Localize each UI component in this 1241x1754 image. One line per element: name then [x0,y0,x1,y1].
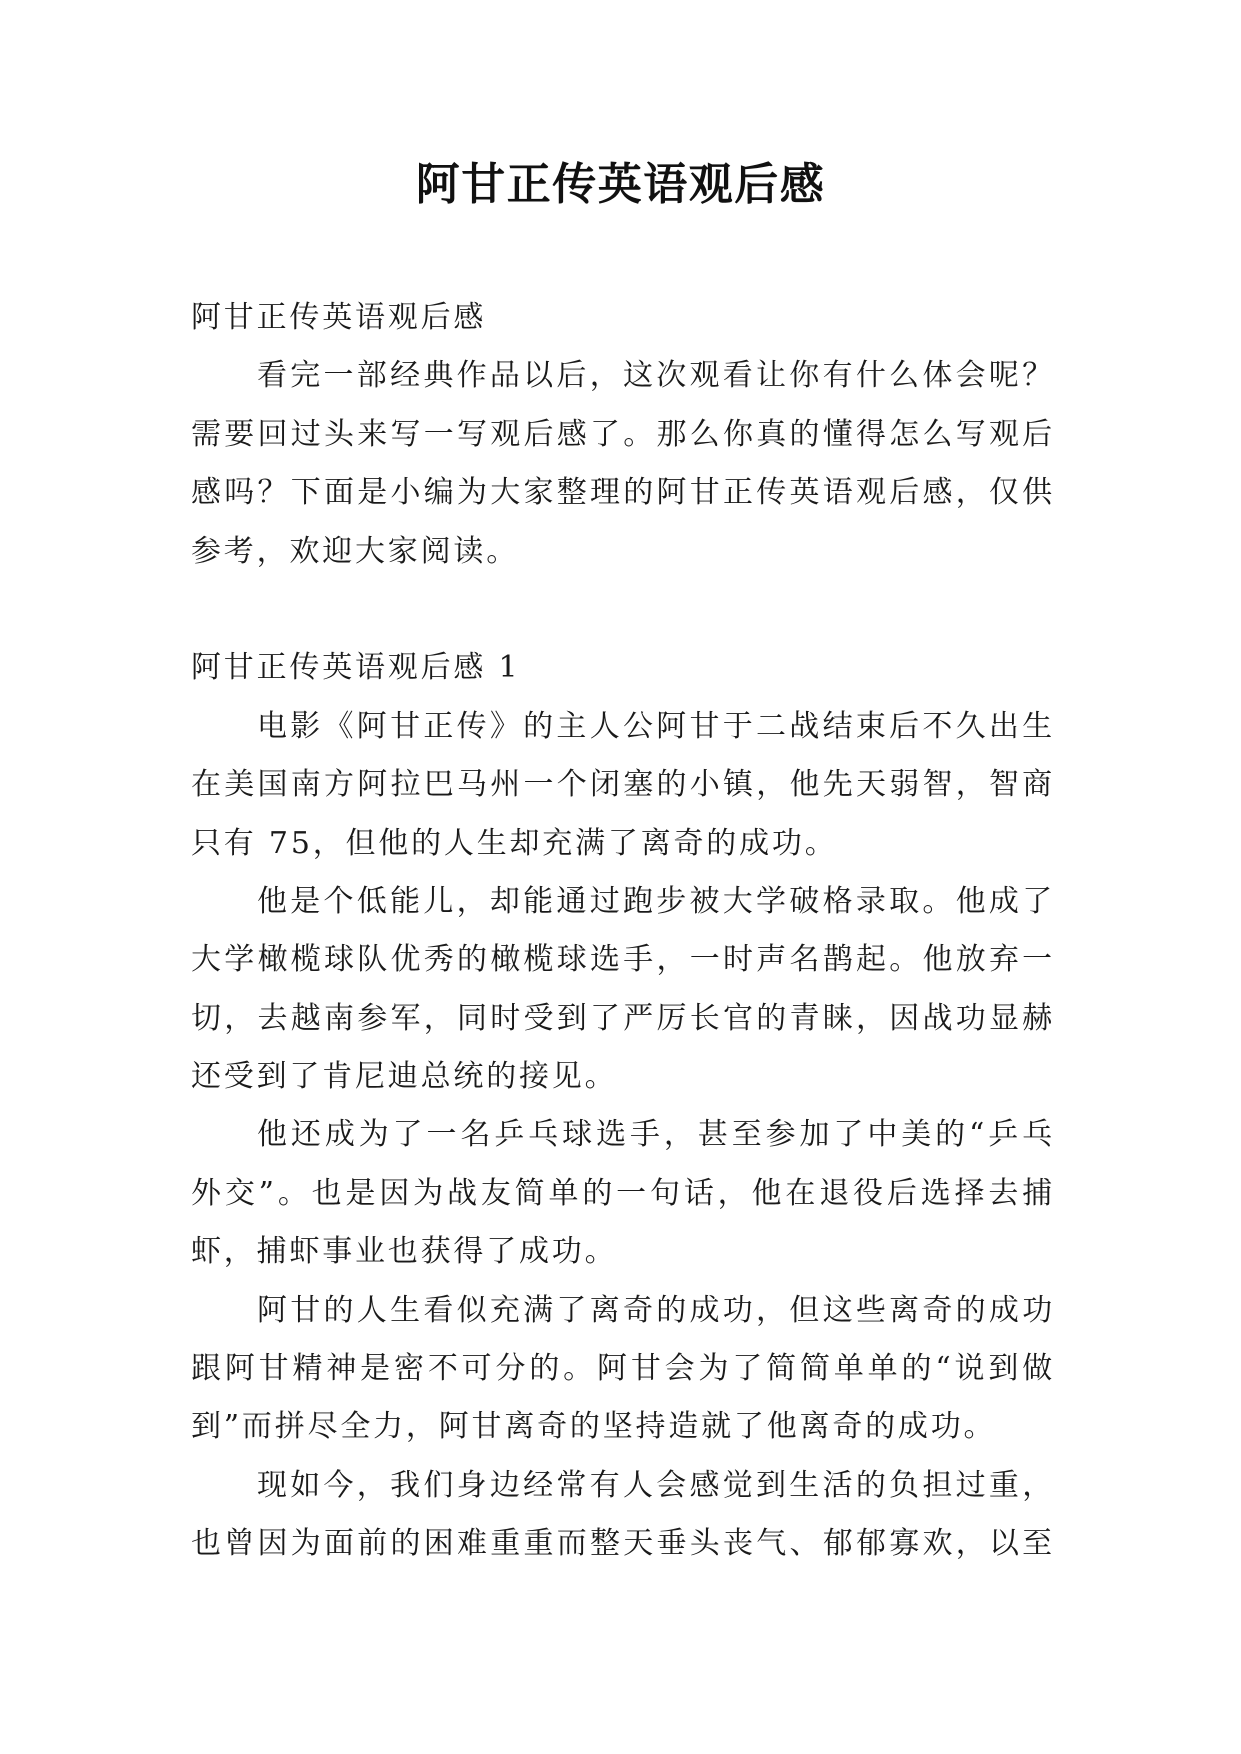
paragraph-line: 到”而拼尽全力，阿甘离奇的坚持造就了他离奇的成功。 [191,1409,997,1445]
paragraph-line: 他是个低能儿，却能通过跑步被大学破格录取。他成了 [257,883,1055,919]
document-body [191,289,1055,1574]
paragraph-line: 现如今，我们身边经常有人会感觉到生活的负担过重， [257,1467,1055,1503]
intro-paragraph [191,347,1055,581]
paragraph-line: 外交”。也是因为战友简单的一句话，他在退役后选择去捕 [191,1175,1055,1211]
paragraph-line: 他还成为了一名乒乓球选手，甚至参加了中美的“乒乓 [257,1117,1055,1153]
paragraph-line: 参考，欢迎大家阅读。 [191,533,519,569]
paragraph-line: 看完一部经典作品以后，这次观看让你有什么体会呢？ [257,358,1055,394]
paragraph-line: 感吗？下面是小编为大家整理的阿甘正传英语观后感，仅供 [191,475,1055,511]
paragraph-line: 跟阿甘精神是密不可分的。阿甘会为了简简单单的“说到做 [191,1351,1055,1387]
paragraph-line: 在美国南方阿拉巴马州一个闭塞的小镇，他先天弱智，智商 [191,767,1055,803]
paragraph-line: 虾，捕虾事业也获得了成功。 [191,1234,618,1270]
paragraph [191,873,1055,1107]
paragraph-line: 只有 75，但他的人生却充满了离奇的成功。 [191,825,838,861]
section-heading: 阿甘正传英语观后感 1 [191,650,521,686]
paragraph-line: 大学橄榄球队优秀的橄榄球选手，一时声名鹊起。他放弃一 [191,942,1055,978]
paragraph [191,698,1055,873]
paragraph-line: 还受到了肯尼迪总统的接见。 [191,1059,618,1095]
blank-line [191,581,1055,639]
paragraph [191,1106,1055,1281]
paragraph-line: 也曾因为面前的困难重重而整天垂头丧气、郁郁寡欢，以至 [191,1526,1055,1562]
document-title: 阿甘正传英语观后感 [415,159,826,210]
paragraph-line: 电影《阿甘正传》的主人公阿甘于二战结束后不久出生 [257,708,1055,744]
paragraph-line: 阿甘的人生看似充满了离奇的成功，但这些离奇的成功 [257,1292,1055,1328]
intro-heading: 阿甘正传英语观后感 [191,300,487,335]
paragraph-line: 切，去越南参军，同时受到了严厉长官的青睐，因战功显赫 [191,1000,1055,1036]
paragraph [191,1457,1055,1574]
paragraph [191,1282,1055,1457]
paragraph-line: 需要回过头来写一写观后感了。那么你真的懂得怎么写观后 [191,416,1055,452]
